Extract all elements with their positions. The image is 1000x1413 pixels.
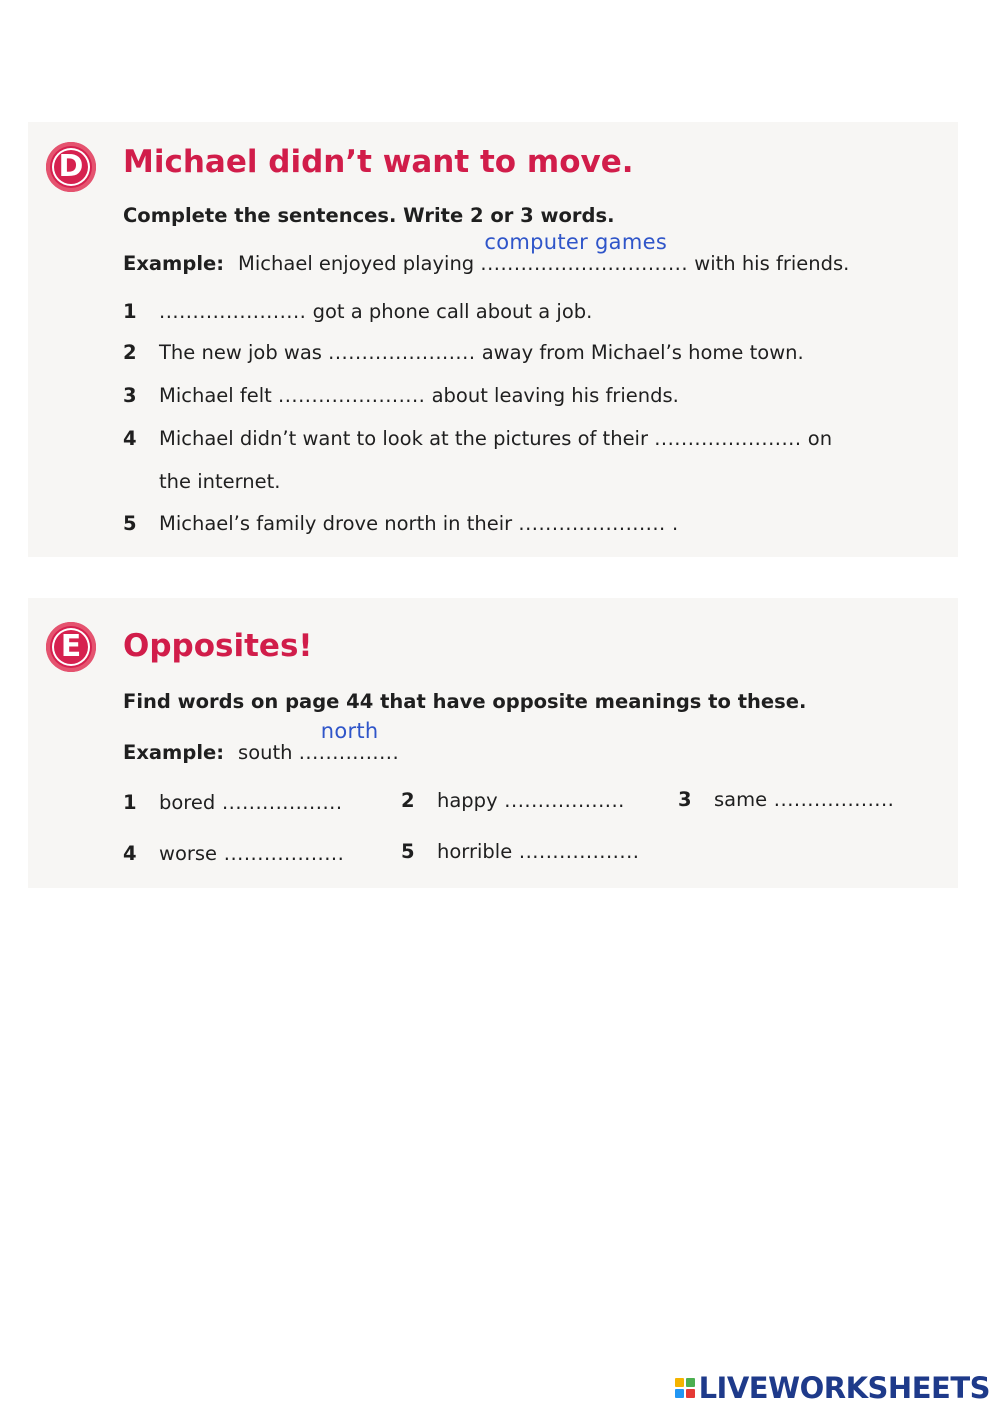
answer-blank-e3[interactable]: .................. <box>767 788 895 811</box>
example-text-before: Michael enjoyed playing <box>238 252 481 275</box>
item-number: 2 <box>123 341 137 364</box>
section-e-item-1: 1 bored .................. <box>123 791 343 814</box>
section-d <box>28 122 958 557</box>
logo-grid-icon <box>675 1378 695 1398</box>
section-e-item-2: 2 happy .................. <box>401 789 625 812</box>
answer-blank-d3[interactable]: ...................... <box>278 384 426 407</box>
section-d-item-5: 5 Michael’s family drove north in their ...................... . <box>123 512 679 535</box>
item-number: 3 <box>123 384 137 407</box>
section-e-badge: E <box>46 622 96 672</box>
item-number: 5 <box>401 840 415 863</box>
answer-blank-d5[interactable]: ...................... <box>518 512 666 535</box>
logo-text: LIVEWORKSHEETS <box>698 1371 990 1405</box>
section-d-title: Michael didn’t want to move. <box>123 144 634 180</box>
item-number: 4 <box>123 842 137 865</box>
example-text-after: with his friends. <box>688 252 850 275</box>
item-number: 1 <box>123 791 137 814</box>
item-number: 1 <box>123 300 137 323</box>
item-number: 4 <box>123 427 137 450</box>
example-label: Example: <box>123 252 225 275</box>
section-d-item-4: 4 Michael didn’t want to look at the pictures of their ...................... on <box>123 427 833 450</box>
answer-blank-e5[interactable]: .................. <box>512 840 640 863</box>
section-d-item-4-continuation: the internet. <box>159 470 281 493</box>
section-d-item-1: 1 ...................... got a phone call about a job. <box>123 300 593 323</box>
section-d-item-2: 2 The new job was ...................... away from Michael’s home town. <box>123 341 804 364</box>
answer-blank-d2[interactable]: ...................... <box>328 341 476 364</box>
example-label: Example: <box>123 741 225 764</box>
logo-square-1 <box>675 1378 684 1387</box>
logo-square-4 <box>686 1389 695 1398</box>
logo-square-3 <box>675 1389 684 1398</box>
section-d-badge: D <box>46 142 96 192</box>
section-e-example <box>123 719 400 764</box>
answer-blank-d4[interactable]: ...................... <box>654 427 802 450</box>
example-word: south <box>238 741 299 764</box>
answer-blank-e1[interactable]: .................. <box>215 791 343 814</box>
section-d-example <box>123 230 850 275</box>
liveworksheets-logo[interactable] <box>675 1371 990 1405</box>
item-number: 2 <box>401 789 415 812</box>
section-e-title: Opposites! <box>123 628 313 664</box>
answer-blank-e2[interactable]: .................. <box>497 789 625 812</box>
logo-square-2 <box>686 1378 695 1387</box>
section-e-item-4: 4 worse .................. <box>123 842 345 865</box>
section-e-item-3: 3 same .................. <box>678 788 895 811</box>
example-answer: north <box>320 719 379 743</box>
item-number: 3 <box>678 788 692 811</box>
section-e-instruction: Find words on page 44 that have opposite meanings to these. <box>123 690 807 713</box>
section-d-instruction: Complete the sentences. Write 2 or 3 words. <box>123 204 615 227</box>
section-d-item-3: 3 Michael felt ...................... about leaving his friends. <box>123 384 679 407</box>
example-answer: computer games <box>484 230 668 254</box>
answer-blank-e4[interactable]: .................. <box>217 842 345 865</box>
item-number: 5 <box>123 512 137 535</box>
example-answer-blank[interactable]: ............... north <box>298 719 400 764</box>
answer-blank-d1[interactable]: ...................... <box>159 300 307 323</box>
section-e <box>28 598 958 888</box>
section-e-item-5: 5 horrible .................. <box>401 840 640 863</box>
example-answer-blank[interactable]: ............................... computer games <box>480 230 689 275</box>
